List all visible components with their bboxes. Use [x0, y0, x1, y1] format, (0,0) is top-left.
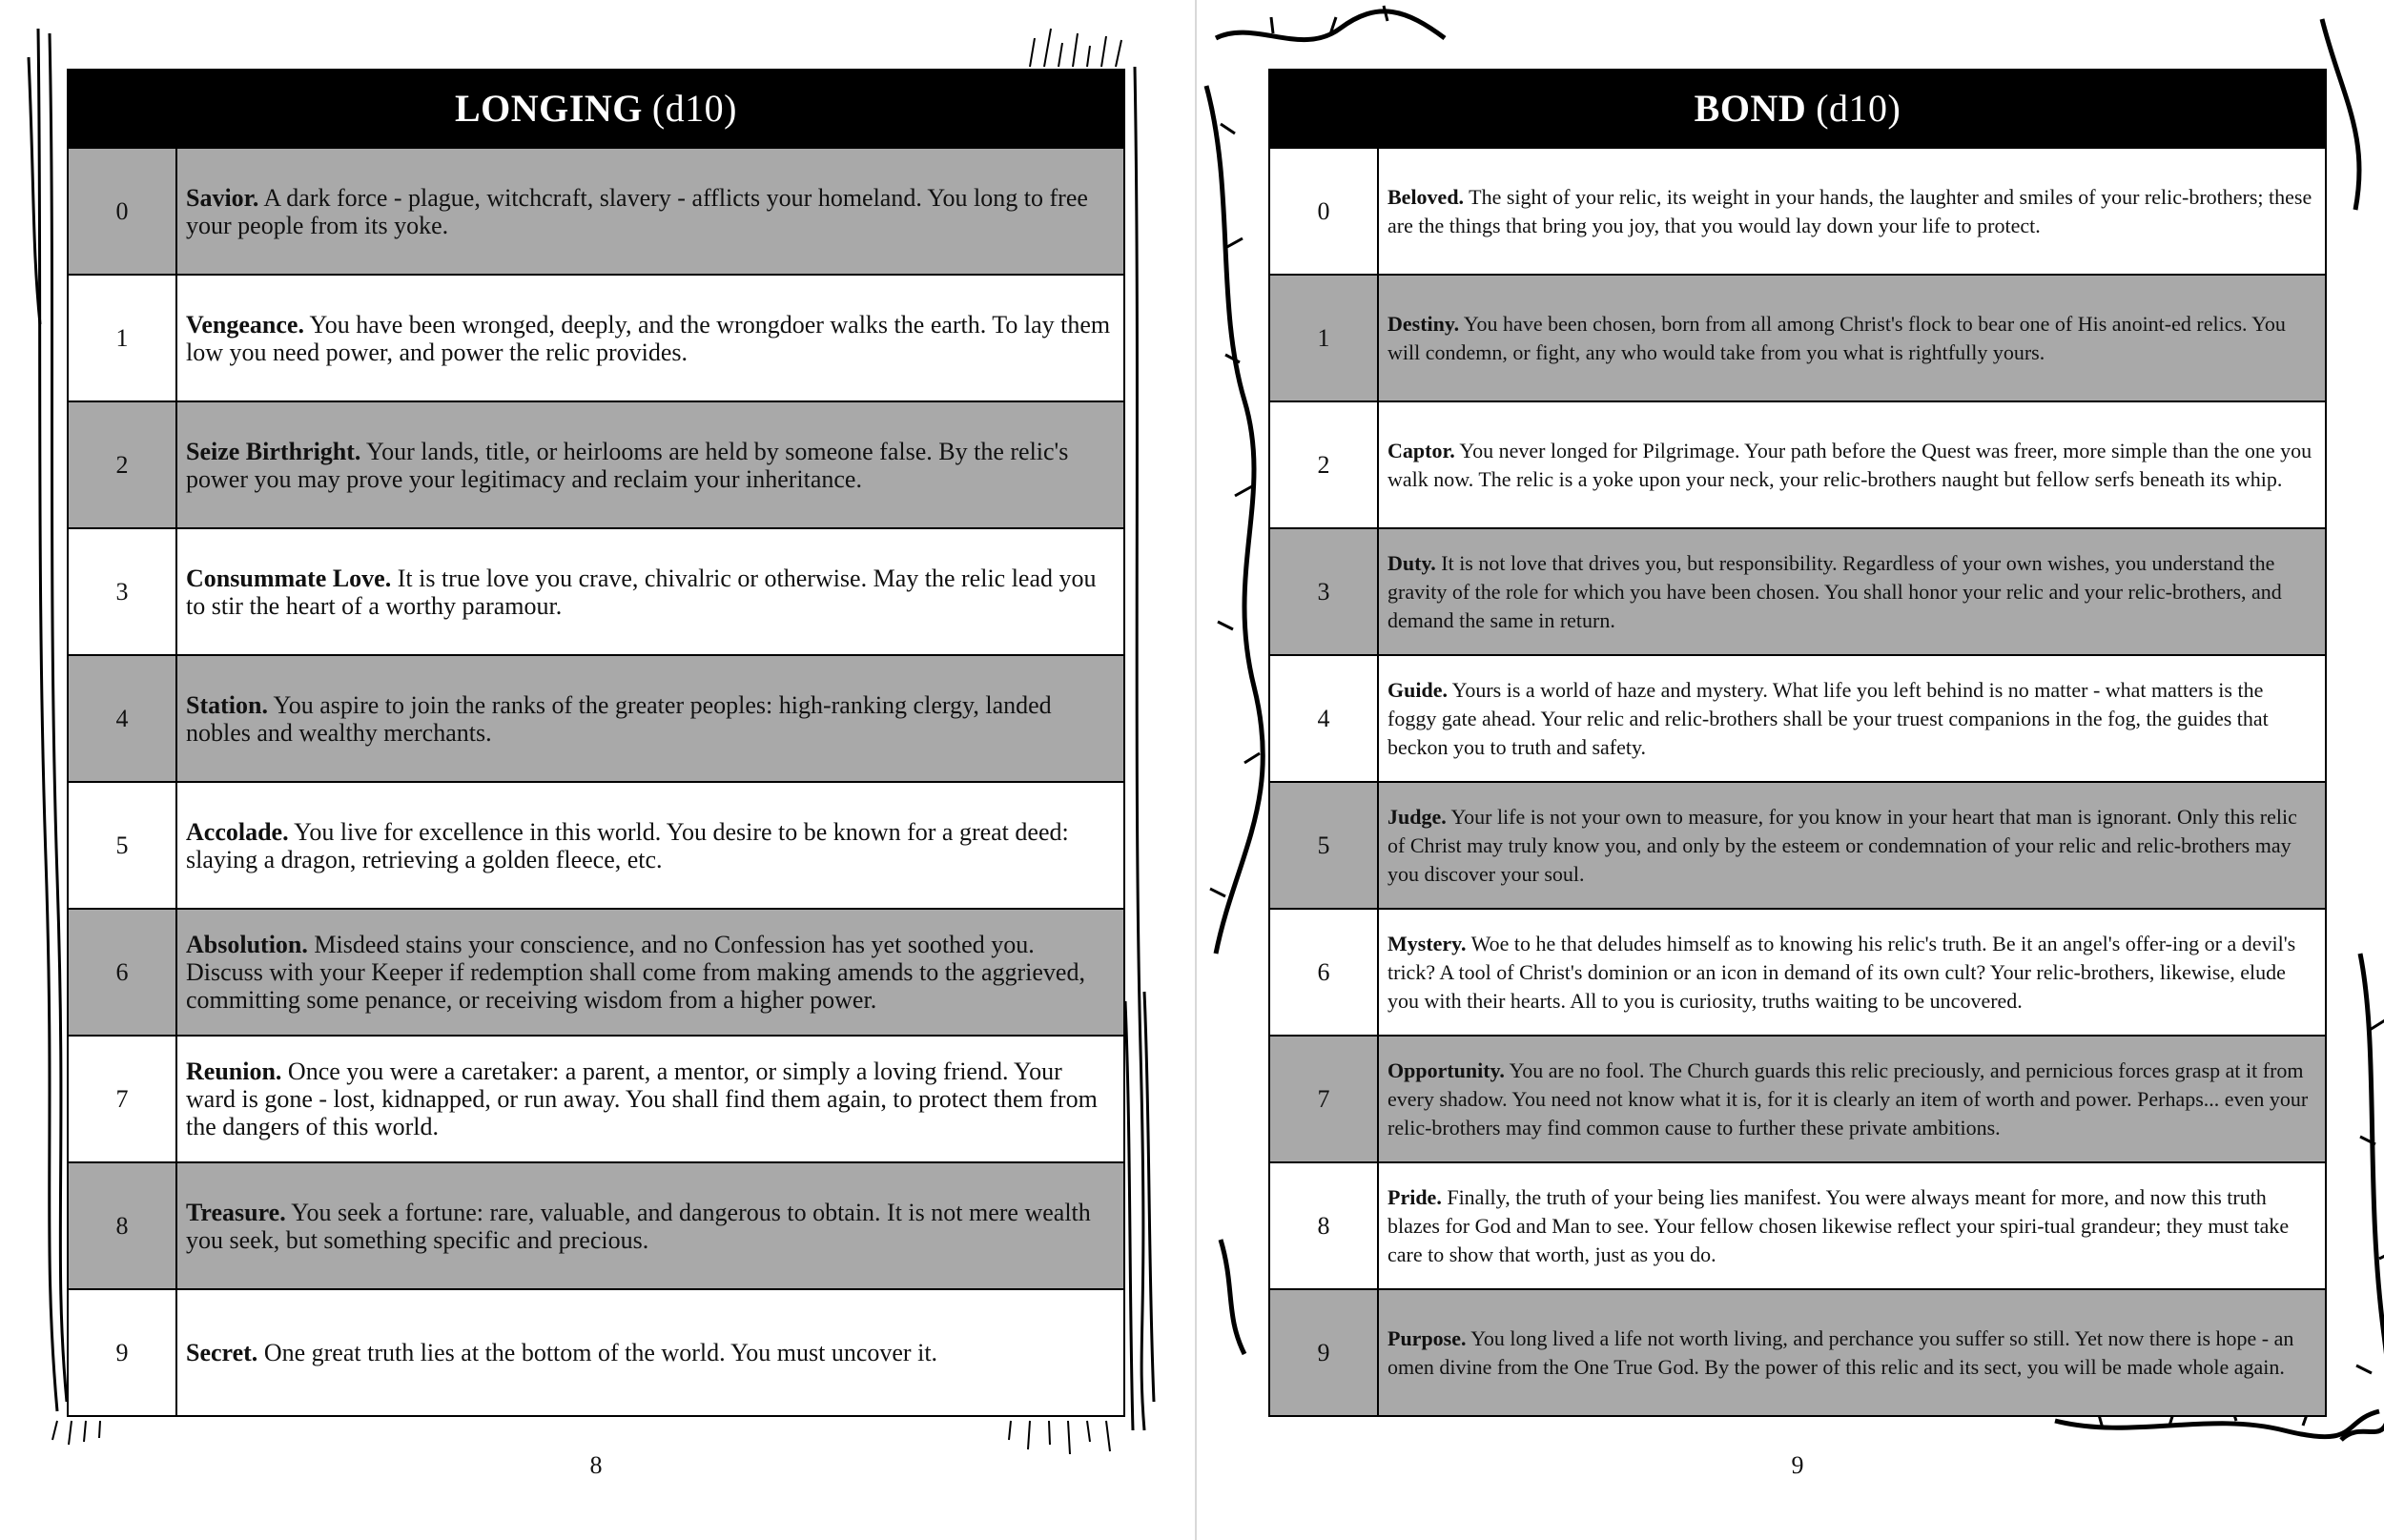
row-description: You never longed for Pilgrimage. Your path before the Quest was freer, more simple than the one you walk now. The relic is a yoke upon your neck, your relic-brothers naught but fellow serfs beneath its whip. [1387, 438, 2312, 491]
table-row [1270, 908, 2325, 1035]
row-text [177, 1163, 1123, 1288]
row-number: 9 [69, 1290, 177, 1415]
row-text [177, 402, 1123, 527]
row-text [177, 149, 1123, 274]
row-name: Consummate Love. [186, 564, 392, 592]
row-name: Captor. [1387, 438, 1455, 462]
row-name: Purpose. [1387, 1325, 1467, 1350]
table-row [69, 781, 1123, 908]
row-text [177, 529, 1123, 654]
row-name: Vengeance. [186, 310, 304, 339]
row-description: A dark force - plague, witchcraft, slavery - afflicts your homeland. You long to free your people from its yoke. [186, 183, 1088, 239]
row-description: It is true love you crave, chivalric or otherwise. May the relic lead you to stir the heart of a worthy paramour. [186, 564, 1097, 620]
row-description: You have been wronged, deeply, and the wrongdoer walks the earth. To lay them low you need power, and power the relic provides. [186, 310, 1111, 366]
row-number: 5 [1270, 783, 1379, 908]
row-name: Destiny. [1387, 311, 1460, 336]
row-text [1379, 910, 2325, 1035]
row-number: 8 [69, 1163, 177, 1288]
row-number: 7 [1270, 1037, 1379, 1161]
row-description: You seek a fortune: rare, valuable, and dangerous to obtain. It is not mere wealth you seek, but something specific and precious. [186, 1198, 1091, 1254]
row-text [1379, 402, 2325, 527]
row-name: Seize Birthright. [186, 437, 361, 465]
bond-rows [1268, 147, 2327, 1417]
row-description: You long lived a life not worth living, and perchance you suffer so still. Yet now there is hope - an omen divine from the One True God. By the power of this relic and its sect, you will be made whole again. [1387, 1325, 2294, 1379]
row-description: Misdeed stains your conscience, and no Confession has yet soothed you. Discuss with your Keeper if redemption shall come from making amends to the aggrieved, committing some penance, or receiving wisdom from a higher power. [186, 931, 1085, 1014]
row-number: 9 [1270, 1290, 1379, 1415]
row-description: You live for excellence in this world. You desire to be known for a great deed: slaying a dragon, retrieving a golden fleece, etc. [186, 817, 1069, 873]
row-number: 1 [1270, 276, 1379, 400]
row-description: Your life is not your own to measure, for you know in your heart that man is ignorant. Only this relic of Christ may truly know you, and only by the esteem or condemnation of your relic and relic-brothers may you discover your soul. [1387, 804, 2297, 886]
row-name: Guide. [1387, 677, 1448, 702]
row-description: You have been chosen, born from all among Christ's flock to bear one of His anoint-ed relics. You will condemn, or fight, any who would take from you what is rightfully yours. [1387, 311, 2286, 364]
table-row [69, 274, 1123, 400]
row-number: 4 [1270, 656, 1379, 781]
row-name: Judge. [1387, 804, 1447, 829]
row-description: You aspire to join the ranks of the greater peoples: high-ranking clergy, landed nobles and wealthy merchants. [186, 690, 1052, 747]
row-name: Duty. [1387, 550, 1436, 575]
page-number: 8 [589, 1451, 603, 1479]
row-name: Absolution. [186, 931, 308, 958]
row-description: You are no fool. The Church guards this relic preciously, and pernicious forces grasp at it from every shadow. You need not know what it is, for it is clearly an item of worth and power. Perhaps... even your relic-brothers may find common cause to further these private ambitions. [1387, 1057, 2309, 1140]
row-name: Reunion. [186, 1057, 282, 1085]
page-right [1197, 0, 2384, 1540]
row-name: Beloved. [1387, 184, 1465, 209]
row-name: Treasure. [186, 1198, 286, 1226]
row-number: 3 [69, 529, 177, 654]
table-row [69, 1161, 1123, 1288]
table-row [1270, 147, 2325, 274]
table-row [69, 147, 1123, 274]
row-name: Accolade. [186, 817, 289, 846]
row-description: One great truth lies at the bottom of the world. You must uncover it. [263, 1339, 938, 1366]
bond-table [1268, 69, 2327, 1417]
row-text [1379, 149, 2325, 274]
table-row [69, 1035, 1123, 1161]
table-row [1270, 1035, 2325, 1161]
row-text [1379, 1037, 2325, 1161]
row-number: 1 [69, 276, 177, 400]
bond-title: BOND [1694, 86, 1807, 130]
row-text [1379, 656, 2325, 781]
row-description: The sight of your relic, its weight in your hands, the laughter and smiles of your relic-brothers; these are the things that bring you joy, that you would lay down your life to protect. [1387, 184, 2312, 237]
row-description: It is not love that drives you, but responsibility. Regardless of your own wishes, you understand the gravity of the role for which you have been chosen. You shall honor your relic and your relic-brothers, and demand the same in return. [1387, 550, 2282, 632]
longing-title-bar [67, 69, 1125, 147]
row-number: 7 [69, 1037, 177, 1161]
table-row [1270, 1288, 2325, 1415]
row-name: Station. [186, 690, 268, 719]
row-number: 0 [69, 149, 177, 274]
row-name: Pride. [1387, 1184, 1442, 1209]
row-number: 5 [69, 783, 177, 908]
row-description: Your lands, title, or heirlooms are held by someone false. By the relic's power you may prove your legitimacy and reclaim your inheritance. [186, 437, 1069, 493]
table-row [69, 654, 1123, 781]
row-text [177, 783, 1123, 908]
table-row [69, 527, 1123, 654]
row-number: 6 [69, 910, 177, 1035]
table-row [1270, 781, 2325, 908]
row-number: 3 [1270, 529, 1379, 654]
row-name: Mystery. [1387, 931, 1467, 955]
bond-title-bar [1268, 69, 2327, 147]
row-name: Savior. [186, 183, 259, 212]
row-text [1379, 783, 2325, 908]
row-text [1379, 529, 2325, 654]
row-text [177, 1290, 1123, 1415]
table-row [69, 400, 1123, 527]
table-row [69, 908, 1123, 1035]
longing-rows [67, 147, 1125, 1417]
row-description: Yours is a world of haze and mystery. What life you left behind is no matter - what matters is the foggy gate ahead. Your relic and relic-brothers shall be your truest companions in the fog, the guides that beckon you to truth and safety. [1387, 677, 2269, 759]
page-number: 9 [1791, 1451, 1804, 1479]
row-text [1379, 1290, 2325, 1415]
longing-table [67, 69, 1125, 1417]
table-row [1270, 527, 2325, 654]
row-number: 8 [1270, 1163, 1379, 1288]
table-row [1270, 1161, 2325, 1288]
row-number: 6 [1270, 910, 1379, 1035]
row-name: Opportunity. [1387, 1057, 1505, 1082]
table-row [1270, 654, 2325, 781]
row-number: 4 [69, 656, 177, 781]
table-row [1270, 274, 2325, 400]
row-description: Woe to he that deludes himself as to knowing his relic's truth. Be it an angel's offer-ing or a devil's trick? A tool of Christ's dominion or an icon in demand of its own cult? Your relic-brothers, likewise, elude you with their hearts. All to you is curiosity, truths waiting to be uncovered. [1387, 931, 2296, 1013]
row-text [177, 1037, 1123, 1161]
row-number: 2 [1270, 402, 1379, 527]
row-number: 0 [1270, 149, 1379, 274]
row-number: 2 [69, 402, 177, 527]
row-text [177, 910, 1123, 1035]
bond-die: (d10) [1816, 86, 1901, 130]
longing-title: LONGING [455, 86, 643, 130]
row-text [1379, 276, 2325, 400]
table-row [69, 1288, 1123, 1415]
longing-die: (d10) [651, 86, 737, 130]
table-row [1270, 400, 2325, 527]
row-text [1379, 1163, 2325, 1288]
row-description: Finally, the truth of your being lies manifest. You were always meant for more, and now this truth blazes for God and Man to see. Your fellow chosen likewise reflect your spiri-tual grandeur; they must take care to show that worth, just as you do. [1387, 1184, 2290, 1266]
row-text [177, 656, 1123, 781]
row-text [177, 276, 1123, 400]
row-name: Secret. [186, 1339, 258, 1366]
row-description: Once you were a caretaker: a parent, a mentor, or simply a loving friend. Your ward is gone - lost, kidnapped, or run away. You shall find them again, to protect them from the dangers of this world. [186, 1057, 1098, 1140]
